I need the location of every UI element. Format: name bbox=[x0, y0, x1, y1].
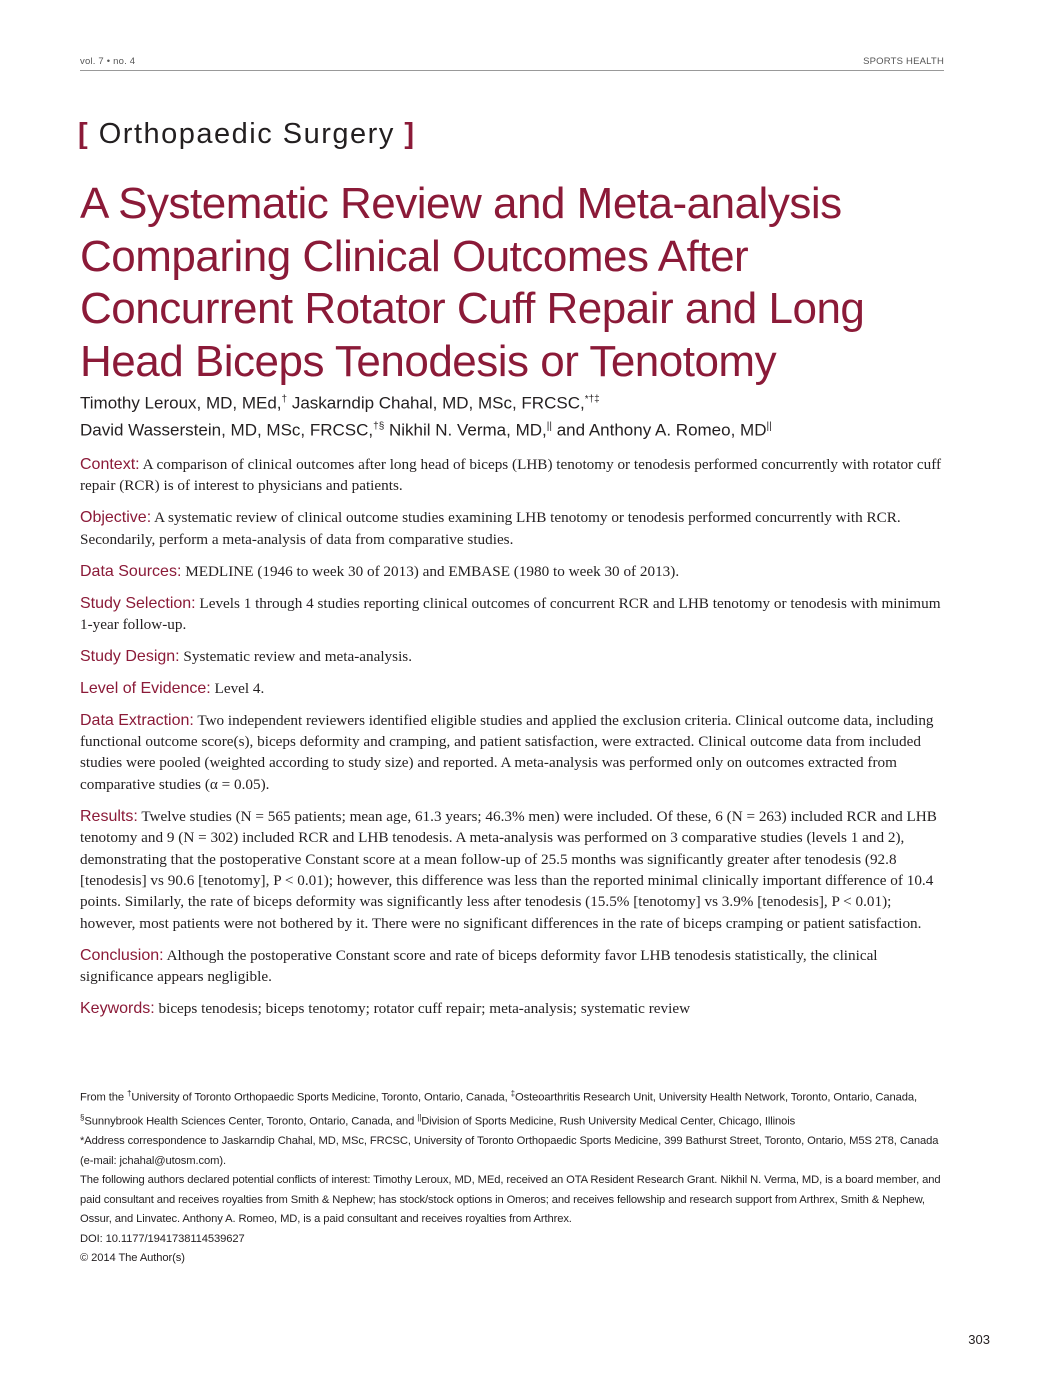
abstract-label: Context: bbox=[80, 456, 140, 473]
abstract-study-design bbox=[80, 646, 946, 667]
abstract-text: Twelve studies (N = 565 patients; mean age, 61.3 years; 46.3% men) were included. Of these, 6 (N = 263) included RCR and LHB tenotomy and 9 (N = 302) included RCR and LHB tenodesis. A meta-analysis was performed on 3 comparative studies (levels 1 and 2), demonstrating that the postoperative Constant score at a mean follow-up of 25.5 months was significantly greater after tenodesis (92.8 [tenodesis] vs 90.6 [tenotomy], P < 0.01); however, this difference was less than the reported minimal clinically important difference of 10.4 points. Similarly, the rate of biceps deformity was significantly less after tenodesis (15.5% [tenotomy] vs 3.9% [tenodesis], P < 0.01); however, most patients were not bothered by it. There were no significant differences in the rate of biceps cramping or patient satisfaction. bbox=[80, 807, 937, 932]
abstract-data-extraction bbox=[80, 710, 946, 796]
affiliation-text: Sunnybrook Health Sciences Center, Toronto, Ontario, Canada, and bbox=[84, 1115, 418, 1128]
author-affiliation-mark: || bbox=[546, 420, 552, 432]
header-rule bbox=[80, 70, 944, 71]
affiliation-text: Division of Sports Medicine, Rush University Medical Center, Chicago, Illinois bbox=[421, 1115, 796, 1128]
affiliation-mark: ‡ bbox=[510, 1089, 516, 1098]
abstract-text: A comparison of clinical outcomes after long head of biceps (LHB) tenotomy or tenodesis performed concurrently with rotator cuff repair (RCR) is of interest to physicians and patients. bbox=[80, 456, 942, 495]
conflicts-note: The following authors declared potential conflicts of interest: Timothy Leroux, MD, MEd, received an OTA Resident Research Grant. Nikhil N. Verma, MD, is a board member, and paid consultant and receives royalties from Smith & Nephew; has stock/stock options in Omeros; and receives fellowship and research support from Arthrex, Smith & Nephew, Ossur, and Linvatec. Anthony A. Romeo, MD, is a paid consultant and receives royalties from Arthrex. bbox=[80, 1174, 941, 1226]
abstract-label: Study Design: bbox=[80, 647, 180, 665]
abstract-label: Conclusion: bbox=[80, 946, 164, 964]
author-name: Timothy Leroux, MD, MEd, bbox=[80, 393, 282, 413]
affiliation-mark: † bbox=[126, 1089, 132, 1098]
abstract-text: biceps tenodesis; biceps tenotomy; rotator cuff repair; meta-analysis; systematic review bbox=[158, 1000, 691, 1018]
close-bracket: ] bbox=[404, 118, 416, 150]
article-title: A Systematic Review and Meta-analysis Comparing Clinical Outcomes After Concurrent Rotator Cuff Repair and Long Head Biceps Tenodesis or Tenotomy bbox=[80, 179, 865, 386]
abstract-conclusion bbox=[80, 945, 946, 988]
affiliation-prefix: From the bbox=[80, 1091, 127, 1104]
author-list bbox=[80, 388, 960, 441]
abstract-text: Level 4. bbox=[214, 679, 265, 697]
abstract-label: Results: bbox=[80, 807, 138, 825]
abstract-label: Objective: bbox=[80, 509, 152, 527]
abstract-study-selection bbox=[80, 593, 946, 636]
author-affiliation-mark: † bbox=[281, 394, 288, 405]
affiliations bbox=[80, 1084, 946, 1132]
abstract-text: Two independent reviewers identified eligible studies and applied the exclusion criteria. Clinical outcome data, including functional outcome score(s), biceps deformity and cramping, and patient satisfaction, were extracted. Clinical outcome data from included studies were pooled (weighted according to study size) and reported. A meta-analysis was performed only on outcomes extracted from comparative studies (α = 0.05). bbox=[80, 711, 934, 793]
author-affiliation-mark: || bbox=[766, 420, 772, 432]
author-name: Jaskarndip Chahal, MD, MSc, FRCSC, bbox=[291, 393, 585, 413]
footnotes bbox=[80, 1084, 946, 1269]
abstract-results bbox=[80, 806, 946, 934]
affiliation-text: Osteoarthritis Research Unit, University Health Network, Toronto, Ontario, Canada, bbox=[515, 1091, 917, 1104]
abstract-context bbox=[80, 454, 946, 497]
abstract-text: MEDLINE (1946 to week 30 of 2013) and EMBASE (1980 to week 30 of 2013). bbox=[185, 562, 680, 580]
open-bracket: [ bbox=[78, 118, 90, 150]
author-affiliation-mark: *†‡ bbox=[584, 394, 600, 405]
abstract-label: Study Selection: bbox=[80, 594, 196, 612]
journal-name: SPORTS HEALTH bbox=[863, 56, 944, 67]
abstract-label: Data Sources: bbox=[80, 562, 182, 580]
author-name: Nikhil N. Verma, MD, bbox=[389, 420, 547, 440]
abstract-keywords bbox=[80, 998, 946, 1019]
correspondence-note: *Address correspondence to Jaskarndip Chahal, MD, MSc, FRCSC, University of Toronto Orthopaedic Sports Medicine, 399 Bathurst Street, Toronto, Ontario, M5S 2T8, Canada (e-mail: jchahal@utosm.com). bbox=[80, 1135, 939, 1167]
abstract-label: Level of Evidence: bbox=[80, 679, 211, 697]
volume-issue: vol. 7 • no. 4 bbox=[80, 56, 136, 67]
section-label bbox=[78, 118, 416, 151]
abstract-text: Systematic review and meta-analysis. bbox=[183, 647, 412, 665]
copyright: © 2014 The Author(s) bbox=[80, 1252, 185, 1265]
abstract-text: Levels 1 through 4 studies reporting clinical outcomes of concurrent RCR and LHB tenotomy or tenodesis with minimum 1-year follow-up. bbox=[80, 594, 941, 633]
affiliation-mark: § bbox=[80, 1113, 85, 1123]
abstract-label: Keywords: bbox=[80, 1000, 155, 1018]
abstract-text: A systematic review of clinical outcome studies examining LHB tenotomy or tenodesis performed concurrently with RCR. Secondarily, perform a meta-analysis of data from comparative studies. bbox=[80, 509, 901, 548]
doi: DOI: 10.1177/1941738114539627 bbox=[80, 1232, 245, 1245]
affiliation-text: University of Toronto Orthopaedic Sports Medicine, Toronto, Ontario, Canada, bbox=[131, 1091, 511, 1104]
section-name: Orthopaedic Surgery bbox=[98, 118, 395, 150]
page-number: 303 bbox=[968, 1332, 990, 1347]
affiliation-mark: || bbox=[417, 1113, 422, 1123]
author-name: and Anthony A. Romeo, MD bbox=[556, 420, 767, 440]
abstract-label: Data Extraction: bbox=[80, 711, 194, 729]
running-header bbox=[80, 56, 944, 67]
author-affiliation-mark: †§ bbox=[373, 420, 385, 432]
abstract-objective bbox=[80, 507, 946, 550]
abstract bbox=[80, 454, 946, 1030]
abstract-text: Although the postoperative Constant score and rate of biceps deformity favor LHB tenodesis statistically, the clinical significance appears negligible. bbox=[80, 946, 878, 986]
author-name: David Wasserstein, MD, MSc, FRCSC, bbox=[80, 420, 374, 440]
abstract-level-of-evidence bbox=[80, 678, 946, 699]
abstract-data-sources bbox=[80, 561, 946, 582]
